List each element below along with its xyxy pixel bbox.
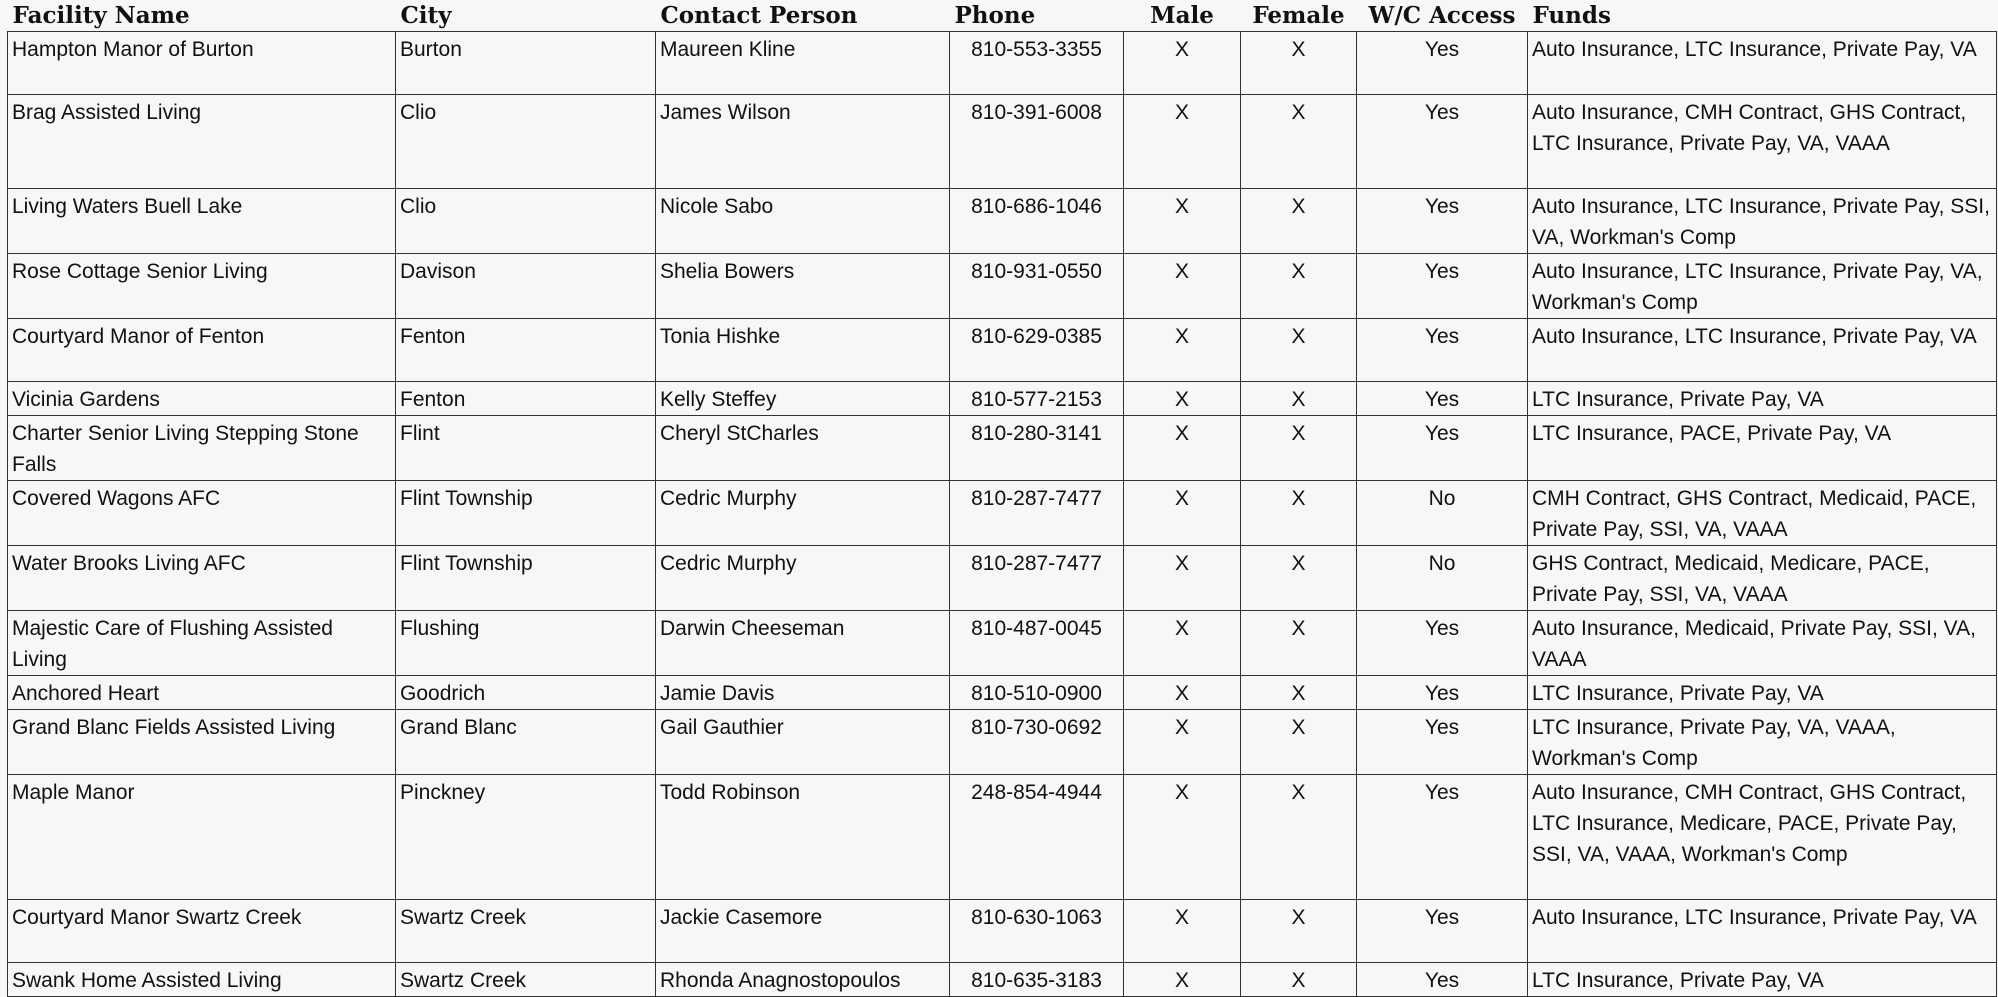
male-cell: X <box>1124 676 1241 710</box>
facility-name-cell: Rose Cottage Senior Living <box>8 254 396 319</box>
female-cell: X <box>1241 416 1357 481</box>
facility-name-cell: Charter Senior Living Stepping Stone Falls <box>8 416 396 481</box>
city-cell: Fenton <box>396 319 656 382</box>
contact-person-cell: Tonia Hishke <box>656 319 950 382</box>
facility-name-cell: Anchored Heart <box>8 676 396 710</box>
male-cell: X <box>1124 775 1241 900</box>
table-row <box>8 900 1997 963</box>
city-cell: Clio <box>396 189 656 254</box>
phone-cell: 248-854-4944 <box>950 775 1124 900</box>
phone-cell: 810-686-1046 <box>950 189 1124 254</box>
city-cell: Swartz Creek <box>396 900 656 963</box>
funds-cell: Auto Insurance, LTC Insurance, Private Pay, VA <box>1528 900 1997 963</box>
phone-cell: 810-630-1063 <box>950 900 1124 963</box>
wc-access-cell: No <box>1357 546 1528 611</box>
female-cell: X <box>1241 95 1357 189</box>
city-cell: Fenton <box>396 382 656 416</box>
contact-person-cell: Shelia Bowers <box>656 254 950 319</box>
funds-cell: Auto Insurance, CMH Contract, GHS Contract, LTC Insurance, Private Pay, VA, VAAA <box>1528 95 1997 189</box>
funds-cell: LTC Insurance, Private Pay, VA <box>1528 963 1997 997</box>
phone-cell: 810-931-0550 <box>950 254 1124 319</box>
wc-access-cell: Yes <box>1357 32 1528 95</box>
male-cell: X <box>1124 546 1241 611</box>
table-row <box>8 710 1997 775</box>
facility-name-cell: Vicinia Gardens <box>8 382 396 416</box>
female-cell: X <box>1241 546 1357 611</box>
male-cell: X <box>1124 900 1241 963</box>
facility-table <box>7 0 1997 997</box>
header-facility-name: Facility Name <box>8 0 396 32</box>
female-cell: X <box>1241 481 1357 546</box>
wc-access-cell: Yes <box>1357 900 1528 963</box>
wc-access-cell: Yes <box>1357 676 1528 710</box>
facility-name-cell: Brag Assisted Living <box>8 95 396 189</box>
male-cell: X <box>1124 319 1241 382</box>
facility-name-cell: Swank Home Assisted Living <box>8 963 396 997</box>
female-cell: X <box>1241 775 1357 900</box>
female-cell: X <box>1241 32 1357 95</box>
facility-name-cell: Living Waters Buell Lake <box>8 189 396 254</box>
facility-name-cell: Water Brooks Living AFC <box>8 546 396 611</box>
female-cell: X <box>1241 254 1357 319</box>
header-male: Male <box>1124 0 1241 32</box>
city-cell: Flushing <box>396 611 656 676</box>
funds-cell: Auto Insurance, LTC Insurance, Private Pay, VA <box>1528 32 1997 95</box>
male-cell: X <box>1124 32 1241 95</box>
contact-person-cell: Kelly Steffey <box>656 382 950 416</box>
header-funds: Funds <box>1528 0 1997 32</box>
funds-cell: Auto Insurance, LTC Insurance, Private Pay, VA, Workman's Comp <box>1528 254 1997 319</box>
phone-cell: 810-287-7477 <box>950 481 1124 546</box>
table-row <box>8 416 1997 481</box>
male-cell: X <box>1124 710 1241 775</box>
contact-person-cell: Jamie Davis <box>656 676 950 710</box>
male-cell: X <box>1124 481 1241 546</box>
male-cell: X <box>1124 95 1241 189</box>
contact-person-cell: Cedric Murphy <box>656 546 950 611</box>
table-row <box>8 32 1997 95</box>
table-row <box>8 319 1997 382</box>
wc-access-cell: No <box>1357 481 1528 546</box>
table-row <box>8 611 1997 676</box>
city-cell: Flint Township <box>396 546 656 611</box>
wc-access-cell: Yes <box>1357 775 1528 900</box>
contact-person-cell: Darwin Cheeseman <box>656 611 950 676</box>
wc-access-cell: Yes <box>1357 382 1528 416</box>
female-cell: X <box>1241 710 1357 775</box>
wc-access-cell: Yes <box>1357 611 1528 676</box>
male-cell: X <box>1124 189 1241 254</box>
table-row <box>8 382 1997 416</box>
table-row <box>8 189 1997 254</box>
facility-name-cell: Majestic Care of Flushing Assisted Living <box>8 611 396 676</box>
contact-person-cell: Todd Robinson <box>656 775 950 900</box>
header-phone: Phone <box>950 0 1124 32</box>
phone-cell: 810-577-2153 <box>950 382 1124 416</box>
table-row <box>8 546 1997 611</box>
header-row <box>8 0 1997 32</box>
facility-name-cell: Maple Manor <box>8 775 396 900</box>
phone-cell: 810-730-0692 <box>950 710 1124 775</box>
funds-cell: Auto Insurance, LTC Insurance, Private Pay, VA <box>1528 319 1997 382</box>
header-city: City <box>396 0 656 32</box>
header-wc-access: W/C Access <box>1357 0 1528 32</box>
facility-name-cell: Courtyard Manor Swartz Creek <box>8 900 396 963</box>
female-cell: X <box>1241 900 1357 963</box>
facility-name-cell: Grand Blanc Fields Assisted Living <box>8 710 396 775</box>
contact-person-cell: Rhonda Anagnostopoulos <box>656 963 950 997</box>
contact-person-cell: Cedric Murphy <box>656 481 950 546</box>
female-cell: X <box>1241 189 1357 254</box>
female-cell: X <box>1241 319 1357 382</box>
phone-cell: 810-553-3355 <box>950 32 1124 95</box>
male-cell: X <box>1124 416 1241 481</box>
table-row <box>8 95 1997 189</box>
city-cell: Burton <box>396 32 656 95</box>
funds-cell: LTC Insurance, PACE, Private Pay, VA <box>1528 416 1997 481</box>
table-row <box>8 481 1997 546</box>
wc-access-cell: Yes <box>1357 254 1528 319</box>
contact-person-cell: Nicole Sabo <box>656 189 950 254</box>
funds-cell: LTC Insurance, Private Pay, VA, VAAA, Workman's Comp <box>1528 710 1997 775</box>
wc-access-cell: Yes <box>1357 189 1528 254</box>
city-cell: Grand Blanc <box>396 710 656 775</box>
table-row <box>8 676 1997 710</box>
female-cell: X <box>1241 676 1357 710</box>
funds-cell: LTC Insurance, Private Pay, VA <box>1528 382 1997 416</box>
funds-cell: CMH Contract, GHS Contract, Medicaid, PACE, Private Pay, SSI, VA, VAAA <box>1528 481 1997 546</box>
facility-name-cell: Courtyard Manor of Fenton <box>8 319 396 382</box>
phone-cell: 810-287-7477 <box>950 546 1124 611</box>
male-cell: X <box>1124 611 1241 676</box>
phone-cell: 810-280-3141 <box>950 416 1124 481</box>
phone-cell: 810-487-0045 <box>950 611 1124 676</box>
contact-person-cell: Jackie Casemore <box>656 900 950 963</box>
city-cell: Flint Township <box>396 481 656 546</box>
header-female: Female <box>1241 0 1357 32</box>
facility-name-cell: Hampton Manor of Burton <box>8 32 396 95</box>
table-row <box>8 963 1997 997</box>
table-row <box>8 775 1997 900</box>
female-cell: X <box>1241 382 1357 416</box>
male-cell: X <box>1124 382 1241 416</box>
funds-cell: Auto Insurance, LTC Insurance, Private Pay, SSI, VA, Workman's Comp <box>1528 189 1997 254</box>
female-cell: X <box>1241 963 1357 997</box>
funds-cell: GHS Contract, Medicaid, Medicare, PACE, Private Pay, SSI, VA, VAAA <box>1528 546 1997 611</box>
male-cell: X <box>1124 963 1241 997</box>
phone-cell: 810-391-6008 <box>950 95 1124 189</box>
female-cell: X <box>1241 611 1357 676</box>
phone-cell: 810-510-0900 <box>950 676 1124 710</box>
wc-access-cell: Yes <box>1357 319 1528 382</box>
phone-cell: 810-629-0385 <box>950 319 1124 382</box>
funds-cell: Auto Insurance, Medicaid, Private Pay, SSI, VA, VAAA <box>1528 611 1997 676</box>
funds-cell: LTC Insurance, Private Pay, VA <box>1528 676 1997 710</box>
phone-cell: 810-635-3183 <box>950 963 1124 997</box>
city-cell: Pinckney <box>396 775 656 900</box>
contact-person-cell: Cheryl StCharles <box>656 416 950 481</box>
wc-access-cell: Yes <box>1357 416 1528 481</box>
city-cell: Clio <box>396 95 656 189</box>
funds-cell: Auto Insurance, CMH Contract, GHS Contract, LTC Insurance, Medicare, PACE, Private Pay, SSI, VA, VAAA, Workman's Comp <box>1528 775 1997 900</box>
header-contact-person: Contact Person <box>656 0 950 32</box>
contact-person-cell: James Wilson <box>656 95 950 189</box>
contact-person-cell: Maureen Kline <box>656 32 950 95</box>
male-cell: X <box>1124 254 1241 319</box>
contact-person-cell: Gail Gauthier <box>656 710 950 775</box>
city-cell: Davison <box>396 254 656 319</box>
facility-name-cell: Covered Wagons AFC <box>8 481 396 546</box>
wc-access-cell: Yes <box>1357 710 1528 775</box>
wc-access-cell: Yes <box>1357 963 1528 997</box>
table-row <box>8 254 1997 319</box>
wc-access-cell: Yes <box>1357 95 1528 189</box>
city-cell: Swartz Creek <box>396 963 656 997</box>
city-cell: Goodrich <box>396 676 656 710</box>
city-cell: Flint <box>396 416 656 481</box>
